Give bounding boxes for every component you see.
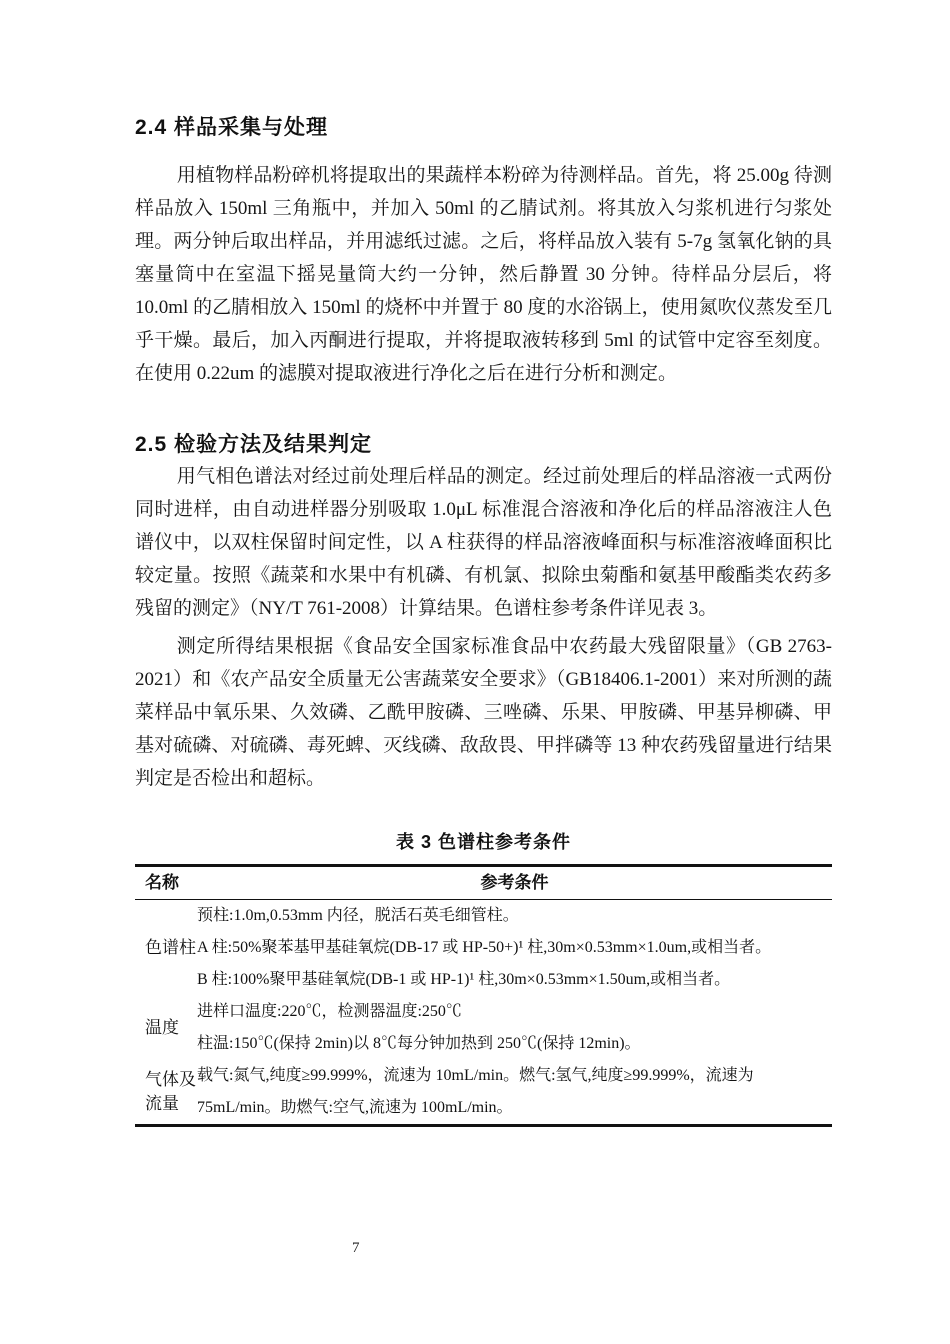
- condition-auxiliary-gas: 75mL/min。助燃气:空气,流速为 100mL/min。: [197, 1099, 513, 1116]
- page-number: 7: [352, 1240, 360, 1256]
- table-header-row: [135, 867, 832, 900]
- table-caption: 表 3 色谱柱参考条件: [395, 832, 571, 852]
- row-label-gas-flow: 气体及流量: [145, 1070, 196, 1113]
- table-row-temperature: [135, 996, 832, 1060]
- paragraph-gc-method: 用气相色谱法对经过前处理后样品的测定。经过前处理后的样品溶液一式两份同时进样，由自动进样器分别吸取 1.0μL 标准混合溶液和净化后的样品溶液注人色谱仪中，以双柱保留时间定性，以 A 柱获得的样品溶液峰面积与标准溶液峰面积比较定量。按照《蔬菜和水果中有机磷、有机氯、拟除虫菊酯和氨基甲酸酯类农药多残留的测定》（NY/T 761-2008）计算结果。色谱柱参考条件详见表 3。: [135, 466, 832, 619]
- row-label-temperature: 温度: [145, 1018, 179, 1037]
- condition-oven-program: 柱温:150℃(保持 2min)以 8℃每分钟加热到 250℃(保持 12min)。: [197, 1035, 641, 1052]
- paragraph-result-judgement: 测定所得结果根据《食品安全国家标准食品中农药最大残留限量》（GB 2763-2021）和《农产品安全质量无公害蔬菜安全要求》（GB18406.1-2001）来对所测的蔬菜样品中氧乐果、久效磷、乙酰甲胺磷、三唑磷、乐果、甲胺磷、甲基异柳磷、甲基对硫磷、对硫磷、毒死蜱、灭线磷、敌敌畏、甲拌磷等 13 种农药残留量进行结果判定是否检出和超标。: [135, 636, 832, 789]
- condition-column-b: B 柱:100%聚甲基硅氧烷(DB-1 或 HP-1)¹ 柱,30m×0.53mm×1.50um,或相当者。: [197, 971, 731, 988]
- section-heading-2-5: 2.5 检验方法及结果判定: [135, 433, 373, 456]
- reference-conditions-table: [135, 864, 832, 1127]
- condition-precolumn: 预柱:1.0m,0.53mm 内径，脱活石英毛细管柱。: [197, 907, 519, 924]
- paragraph-sample-processing: 用植物样品粉碎机将提取出的果蔬样本粉碎为待测样品。首先，将 25.00g 待测样品放入 150ml 三角瓶中，并加入 50ml 的乙腈试剂。将其放入匀浆机进行匀浆处理。两分钟后取出样品，并用滤纸过滤。之后，将样品放入装有 5-7g 氢氧化钠的具塞量筒中在室温下摇晃量筒大约一分钟，然后静置 30 分钟。待样品分层后，将 10.0ml 的乙腈相放入 150ml 的烧杯中并置于 80 度的水浴锅上，使用氮吹仪蒸发至几乎干燥。最后，加入丙酮进行提取，并将提取液转移到 5ml 的试管中定容至刻度。在使用 0.22um 的滤膜对提取液进行净化之后在进行分析和测定。: [135, 165, 832, 384]
- condition-column-a: A 柱:50%聚苯基甲基硅氧烷(DB-17 或 HP-50+)¹ 柱,30m×0.53mm×1.0um,或相当者。: [197, 939, 772, 956]
- condition-carrier-fuel-gas: 载气:氮气,纯度≥99.999%，流速为 10mL/min。燃气:氢气,纯度≥99.999%，流速为: [197, 1067, 754, 1084]
- condition-inlet-detector-temp: 进样口温度:220℃，检测器温度:250℃: [197, 1003, 462, 1020]
- table-row-gas-flow: [135, 1060, 832, 1124]
- section-heading-2-4: 2.4 样品采集与处理: [135, 116, 329, 139]
- column-header-name: 名称: [145, 873, 179, 892]
- table-row-column: [135, 900, 832, 996]
- column-header-conditions: 参考条件: [480, 873, 549, 892]
- document-body: [135, 0, 832, 1127]
- row-label-chromatographic-column: 色谱柱: [145, 938, 196, 957]
